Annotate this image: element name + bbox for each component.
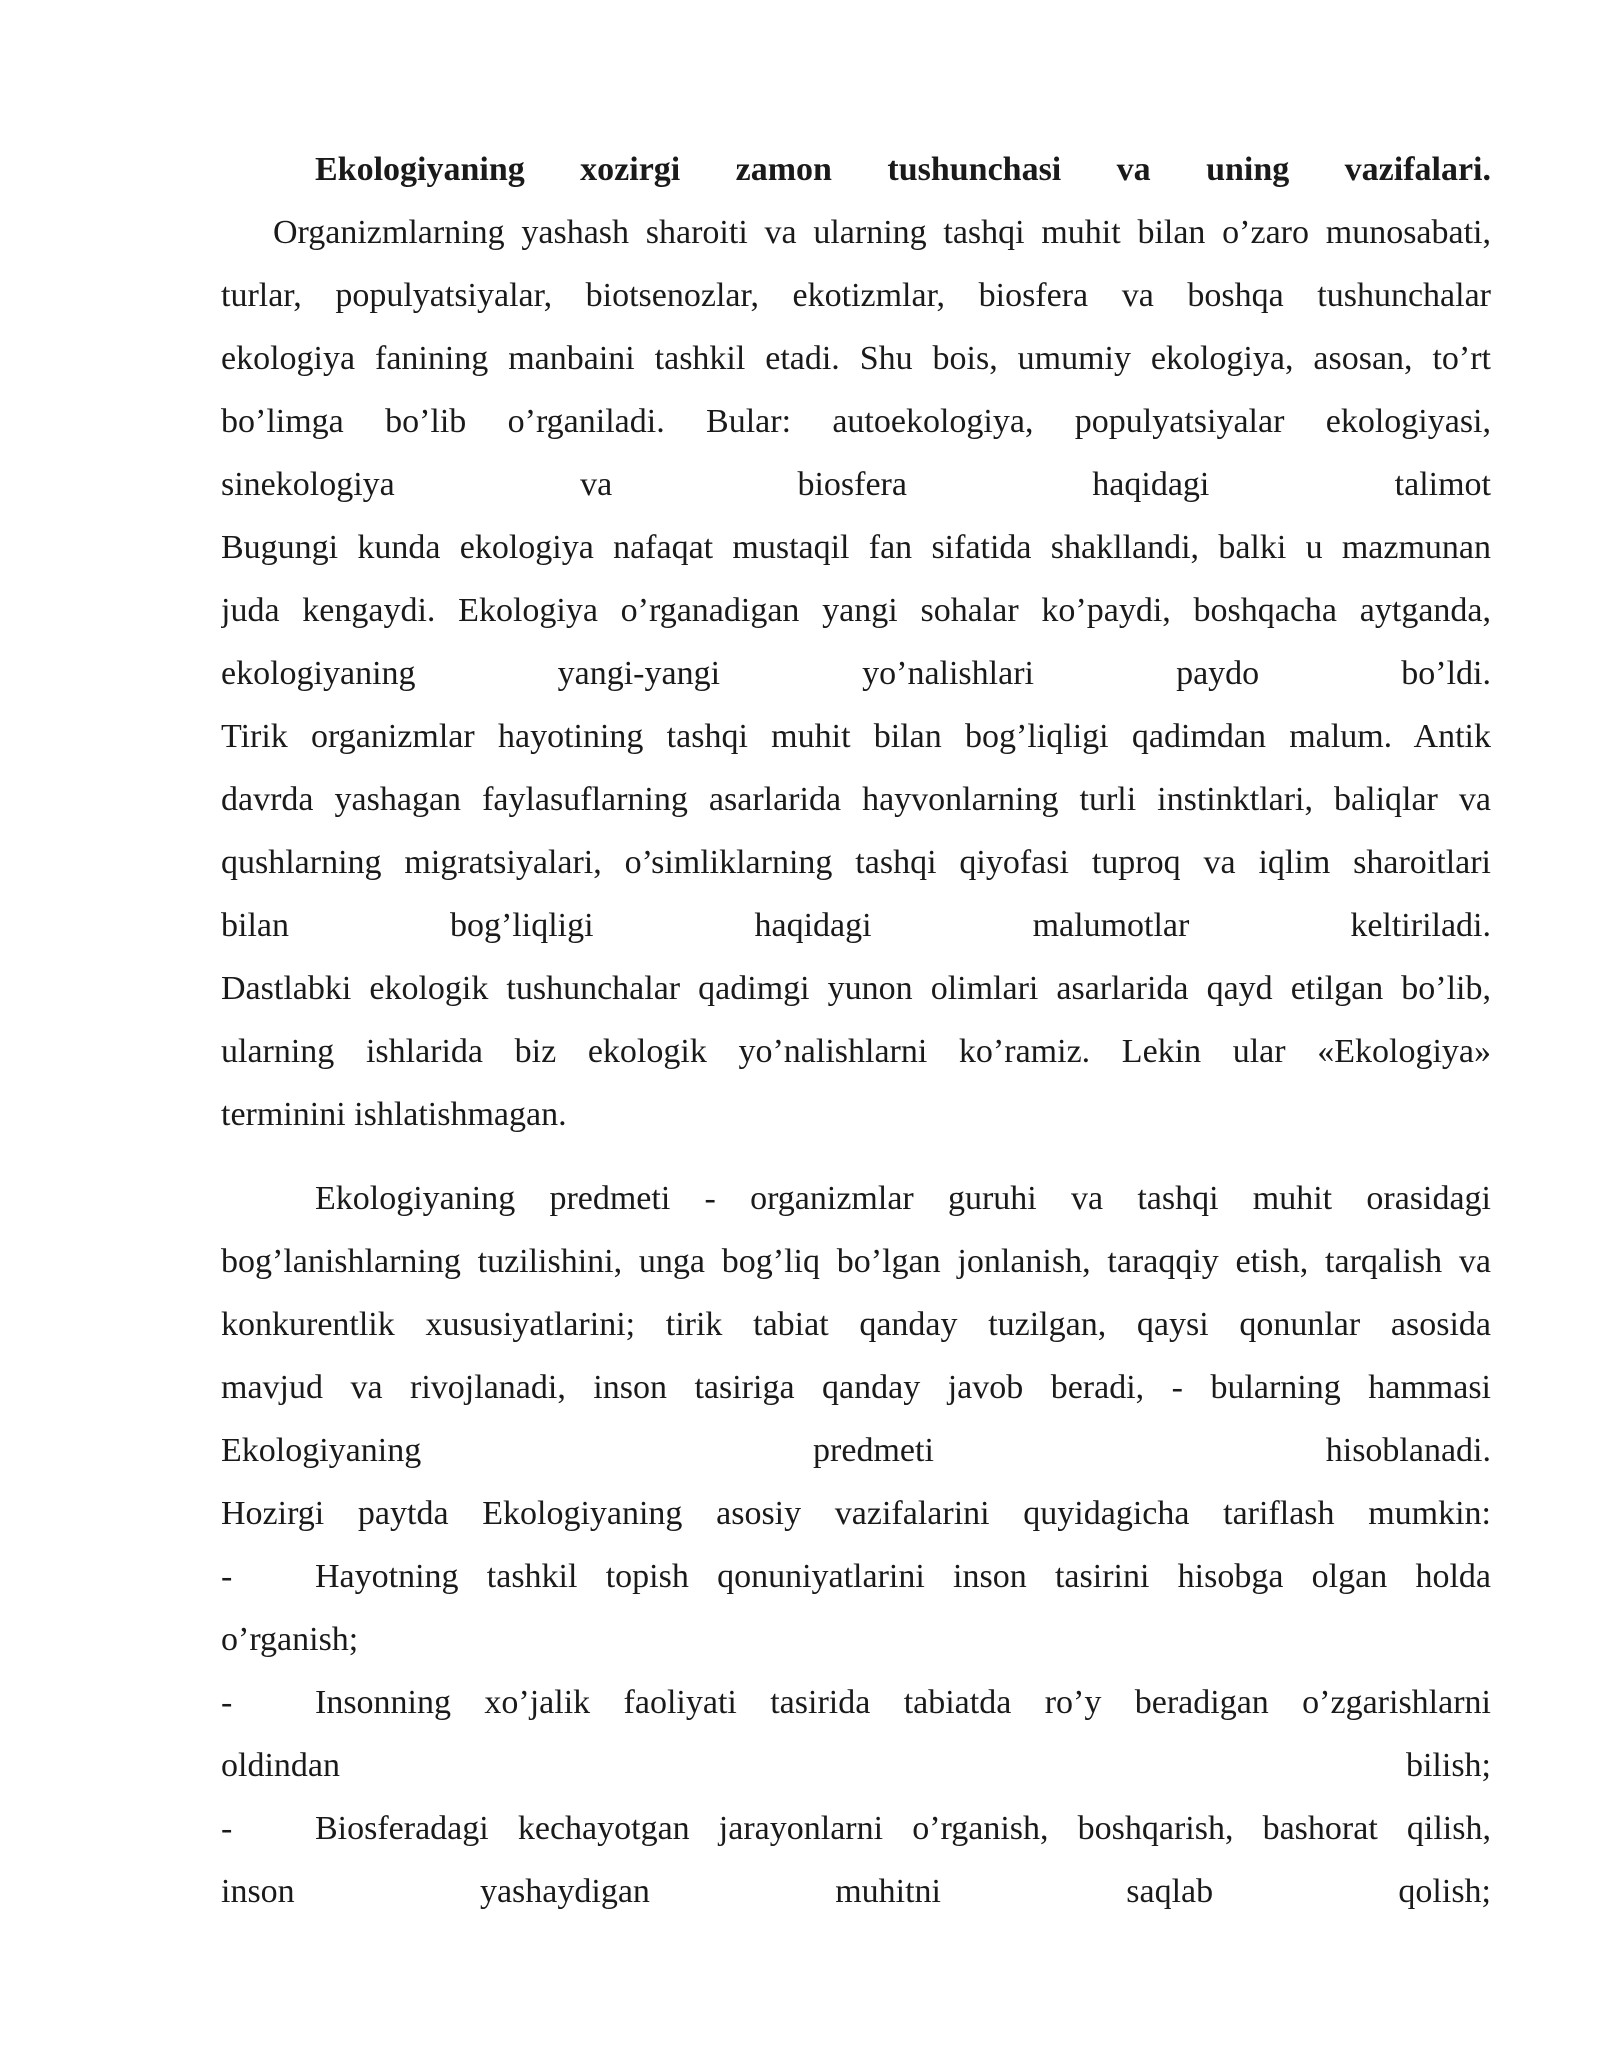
paragraph-line: Dastlabki ekologik tushunchalar qadimgi yunon olimlari asarlarida qayd etilgan bo’lib, (221, 970, 1491, 1007)
list-item-continuation: inson yashaydigan muhitni saqlab qolish; (221, 1873, 1491, 1910)
paragraph-line: Bugungi kunda ekologiya nafaqat mustaqil fan sifatida shakllandi, balki u mazmunan (221, 529, 1491, 566)
list-item-text: Insonning xo’jalik faoliyati tasirida tabiatda ro’y beradigan o’zgarishlarni (315, 1684, 1491, 1721)
list-item-first-line (221, 1671, 1491, 1734)
paragraph-line: mavjud va rivojlanadi, inson tasiriga qanday javob beradi, - bularning hammasi (221, 1369, 1491, 1406)
paragraph-line: Ekologiyaning predmeti - organizmlar guruhi va tashqi muhit orasidagi (315, 1180, 1491, 1217)
list-item-text: Biosferadagi kechayotgan jarayonlarni o’rganish, boshqarish, bashorat qilish, (315, 1810, 1491, 1847)
task-list (221, 1545, 1491, 1923)
list-item-first-line (221, 1797, 1491, 1860)
paragraph-line: ekologiyaning yangi-yangi yo’nalishlari paydo bo’ldi. (221, 655, 1491, 692)
paragraph-intro (221, 201, 1491, 1146)
list-item (221, 1671, 1491, 1797)
paragraph-spacer (221, 1146, 1491, 1167)
paragraph-line: ularning ishlarida biz ekologik yo’nalishlarni ko’ramiz. Lekin ular «Ekologiya» (221, 1033, 1491, 1070)
document-title: Ekologiyaning xozirgi zamon tushunchasi va uning vazifalari. (315, 151, 1491, 188)
paragraph-line: davrda yashagan faylasuflarning asarlarida hayvonlarning turli instinktlari, baliqlar va (221, 781, 1491, 818)
paragraph-line: juda kengaydi. Ekologiya o’rganadigan yangi sohalar ko’paydi, boshqacha aytganda, (221, 592, 1491, 629)
paragraph-line: Ekologiyaning predmeti hisoblanadi. (221, 1432, 1491, 1469)
paragraph-line: bilan bog’liqligi haqidagi malumotlar keltiriladi. (221, 907, 1491, 944)
paragraph-line: konkurentlik xususiyatlarini; tirik tabiat qanday tuzilgan, qaysi qonunlar asosida (221, 1306, 1491, 1343)
paragraph-line: Tirik organizmlar hayotining tashqi muhit bilan bog’liqligi qadimdan malum. Antik (221, 718, 1491, 755)
document-page (221, 138, 1491, 1923)
dash-bullet: - (221, 1684, 233, 1721)
list-item-continuation: oldindan bilish; (221, 1747, 1491, 1784)
list-item (221, 1545, 1491, 1671)
paragraph-line: bog’lanishlarning tuzilishini, unga bog’liq bo’lgan jonlanish, taraqqiy etish, tarqalish va (221, 1243, 1491, 1280)
paragraph-line: turlar, populyatsiyalar, biotsenozlar, ekotizmlar, biosfera va boshqa tushunchalar (221, 277, 1491, 314)
paragraph-line: bo’limga bo’lib o’rganiladi. Bular: autoekologiya, populyatsiyalar ekologiyasi, (221, 403, 1491, 440)
list-item-text: Hayotning tashkil topish qonuniyatlarini inson tasirini hisobga olgan holda (315, 1558, 1491, 1595)
paragraph-line: ekologiya fanining manbaini tashkil etadi. Shu bois, umumiy ekologiya, asosan, to’rt (221, 340, 1491, 377)
list-item-first-line (221, 1545, 1491, 1608)
paragraph-line: terminini ishlatishmagan. (221, 1096, 567, 1133)
list-item-continuation: o’rganish; (221, 1621, 359, 1658)
paragraph-line: Organizmlarning yashash sharoiti va ularning tashqi muhit bilan o’zaro munosabati, (273, 214, 1491, 251)
dash-bullet: - (221, 1558, 233, 1595)
list-item (221, 1797, 1491, 1923)
paragraph-line: Hozirgi paytda Ekologiyaning asosiy vazifalarini quyidagicha tariflash mumkin: (221, 1495, 1491, 1532)
dash-bullet: - (221, 1810, 233, 1847)
paragraph-line: qushlarning migratsiyalari, o’simliklarning tashqi qiyofasi tuproq va iqlim sharoitlari (221, 844, 1491, 881)
paragraph-subject (221, 1167, 1491, 1545)
paragraph-line: sinekologiya va biosfera haqidagi talimot (221, 466, 1491, 503)
